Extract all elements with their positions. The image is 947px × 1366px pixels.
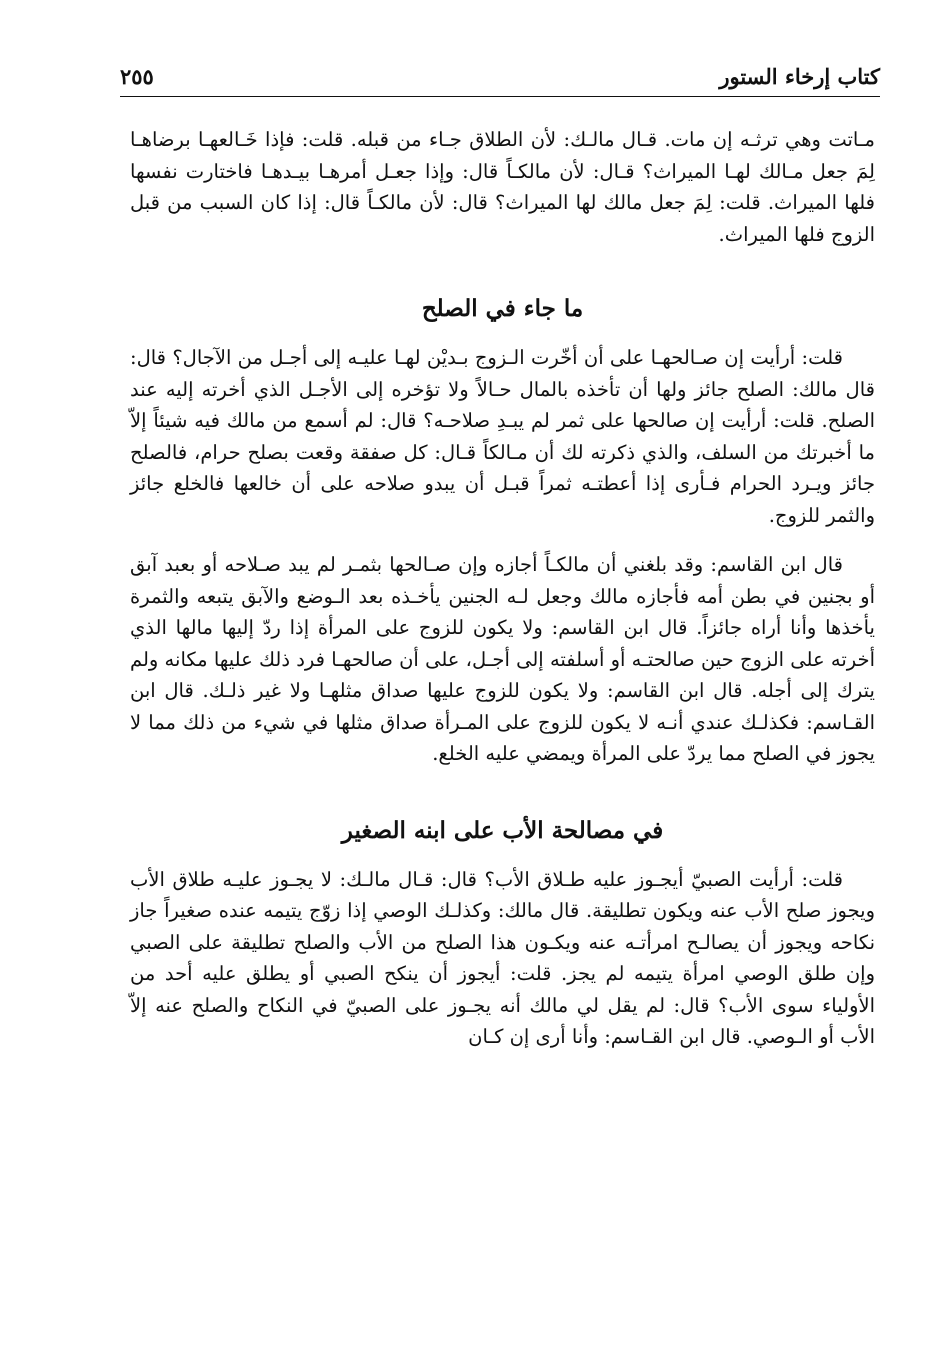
page-body [130, 124, 875, 1053]
paragraph-reconciliation-2: قال ابن القاسم: وقد بلغني أن مالكـاً أجازه وإن صـالحها بثمـر لم يبد صـلاحه أو بعبد آبق أو بجنين في بطن أمه فأجازه مالك وجعل لـه الجنين يأخـذه بعد الـوضع والآبق يتبعه والثمرة يأخذها وأنا أراه جائزاً. قال ابن القاسم: ولا يكون للزوج على المرأة إذا ردّ إليها مالها الذي أخرته على الزوج حين صالحتـه أو أسلفته إلى أجـل، على أن صالحهـا فرد ذلك عليها مكانه ولم يترك إلى أجله. قال ابن القاسم: ولا يكون للزوج عليها صداق مثلهـا ولا غير ذلـك. قال ابن القـاسم: فكذلـك عندي أنـه لا يكون للزوج على المـرأة صداق مثلها في شيء من ذلك مما لا يجوز في الصلح مما يردّ على المرأة ويمضي عليه الخلع. [130, 553, 875, 765]
spacer [130, 848, 875, 864]
spacer [130, 326, 875, 342]
intro-paragraph: مـاتت وهي ترثـه إن مات. قـال مالـك: لأن الطلاق جـاء من قبله. قلت: فإذا خَـالعهـا برضاهـا لِمَ جعل مـالك لهـا الميراث؟ قـال: لأن مالكـاً قال: وإذا جعـل أمرهـا بيـدهـا فاختارت نفسها فلها الميراث. قلت: لِمَ جعل مالك لها الميراث؟ قال: لأن مالكـاً قال: إذا كان السبب من قبل الزوج فلها الميراث. [130, 128, 875, 246]
header-rule [120, 96, 880, 97]
spacer [130, 250, 875, 292]
spacer [130, 531, 875, 549]
spacer [130, 770, 875, 814]
section-heading-reconciliation: ما جاء في الصلح [421, 295, 584, 322]
paragraph-reconciliation-1: قلت: أرأيت إن صـالحهـا على أن أخّرت الـزوج بـديْن لهـا عليـه إلى أجـل من الآجال؟ قال: قال مالك: الصلح جائز ولها أن تأخذه بالمال حـالاً ولا تؤخره إلى الأجـل الذي أخرته إليه عند الصلح. قلت: أرأيت إن صالحها على ثمر لم يبـدِ صلاحـه؟ قال: لم أسمع من مالك فيه شيئاً إلاّ ما أخبرتك من السلف، والذي ذكرته لك أن مـالكاً قـال: كل صفقة وقعت بصلح حرام، فالصلح جائز ويـرد الحرام فـأرى إذا أعطتـه ثمراً قبـل أن يبدو صلاحه على أن خالعها فالخلع جائز والثمر للزوج. [130, 346, 875, 527]
section-heading-father-son: في مصالحة الأب على ابنه الصغير [341, 816, 664, 844]
running-title: كتاب إرخاء الستور [719, 64, 880, 89]
running-header [120, 62, 880, 98]
page-number: ٢٥٥ [120, 64, 154, 89]
paragraph-father-son-1: قلت: أرأيت الصبيّ أيجـوز عليه طـلاق الأب؟ قال: قـال مالـك: لا يجـوز عليـه طلاق الأب ويجوز صلح الأب عنه ويكون تطليقة. قال مالك: وكذلـك الوصي إذا زوّج يتيمه عنده صغيراً جاز نكاحه ويجوز أن يصالـح امرأتـه عنه ويكـون هذا الصلح من الأب والصلح تطليقة على الصبي وإن طلق الوصي امرأة يتيمه لم يجز. قلت: أيجوز أن ينكح الصبي أو يطلق عليه أحد من الأولياء سوى الأب؟ قال: لم يقل لي مالك أنه يجـوز على الصبيّ في النكاح والصلح عنه إلاّ الأب أو الـوصي. قال ابن القـاسم: وأنا أرى إن كـان [130, 867, 875, 1048]
